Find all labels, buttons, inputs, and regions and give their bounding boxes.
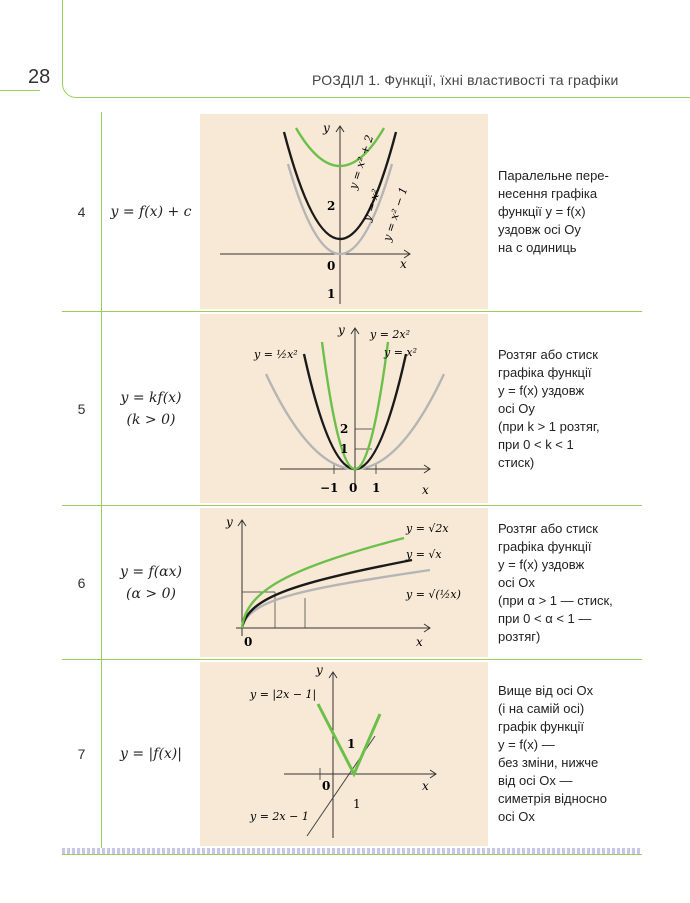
desc-line: без зміни, нижче [498, 755, 599, 770]
tick-label-2: 2 [340, 422, 349, 436]
desc-line: функції y = f(x) [498, 203, 586, 219]
desc-line: графіка функції [498, 364, 592, 380]
desc-line: стиск) [498, 454, 535, 470]
formula-text: y = f(αx) [120, 563, 182, 580]
x-axis-label: x [422, 779, 429, 793]
desc-line: Розтяг або стиск [498, 520, 598, 536]
curve-label-double: y = √2x [406, 522, 449, 535]
origin-label: 0 [327, 259, 336, 273]
x-tick-label-1: 1 [353, 797, 361, 811]
x-axis-label: x [416, 635, 423, 649]
desc-line: осі Ox [498, 574, 535, 590]
desc-line: (при k > 1 розтяг, [498, 418, 600, 434]
graph-stretch-y [200, 314, 488, 503]
desc-line: симетрія відносно [498, 791, 607, 806]
tick-label-1: 1 [327, 287, 336, 301]
row-graph [200, 314, 488, 503]
row-formula [102, 660, 200, 848]
row-description [498, 506, 648, 659]
origin-label: 0 [349, 481, 358, 495]
row-graph [200, 508, 488, 657]
curve-sqrt-half-x [242, 570, 430, 628]
y-axis-label: y [323, 121, 330, 135]
curve-label-double: y = 2x² [370, 328, 411, 341]
graph-stretch-x [200, 508, 488, 657]
x-axis-label: x [422, 483, 429, 497]
desc-line: Паралельне пере- [498, 167, 609, 183]
desc-line: при 0 < α < 1 — [498, 610, 592, 626]
row-description [498, 660, 648, 848]
curve-label-mid: y = x² [360, 187, 384, 223]
formula-text: y = |f(x)| [120, 746, 182, 762]
desc-line: осі Oy [498, 400, 535, 416]
x-tick-label-minus-1: −1 [320, 481, 339, 495]
graph-shift-up [200, 114, 488, 309]
row-description [498, 112, 648, 311]
row-number: 4 [62, 112, 102, 311]
origin-label: 0 [322, 779, 331, 793]
desc-line: y = f(x) — [498, 737, 555, 752]
desc-line: графіка функції [498, 538, 592, 554]
desc-line: осі Ox [498, 809, 535, 824]
bottom-rule-line [62, 854, 642, 855]
y-axis-label: y [316, 663, 323, 677]
row-graph [200, 114, 488, 309]
curve-sqrt-x [242, 560, 412, 628]
x-axis-label: x [400, 257, 407, 271]
desc-line: y = f(x) уздовж [498, 382, 585, 398]
row-number: 5 [62, 312, 102, 505]
origin-label: 0 [244, 635, 253, 649]
table-row [62, 112, 642, 312]
curve-label-top: y = x² + 2 [346, 133, 377, 191]
chapter-title: РОЗДІЛ 1. Функції, їхні властивості та графіки [312, 72, 619, 88]
formula-condition: (k > 0) [126, 411, 176, 428]
tick-label-1: 1 [347, 737, 356, 751]
y-axis-label: y [338, 323, 345, 337]
desc-line: y = f(x) уздовж [498, 556, 585, 572]
table-row [62, 660, 642, 848]
header-rule [0, 90, 40, 91]
curve-label-half: y = ½x² [254, 348, 298, 361]
row-formula [102, 312, 200, 505]
desc-line: Розтяг або стиск [498, 346, 598, 362]
curve-label-low: y = x² − 1 [380, 185, 411, 243]
desc-line: (при α > 1 — стиск, [498, 592, 613, 608]
curve-label-half: y = √(½x) [406, 588, 461, 601]
row-graph [200, 662, 488, 846]
desc-line: графік функції [498, 719, 584, 734]
desc-line: на c одиниць [498, 239, 577, 255]
table-row [62, 312, 642, 506]
page-number: 28 [28, 66, 51, 88]
curve-label-abs: y = |2x − 1| [250, 688, 317, 701]
row-number: 7 [62, 660, 102, 848]
curve-label-base: y = √x [406, 548, 442, 561]
desc-line: від осі Ox — [498, 773, 573, 788]
desc-line: Вище від осі Ox [498, 683, 594, 698]
curve-label-base: y = x² [384, 346, 418, 359]
x-tick-label-1: 1 [372, 481, 381, 495]
formula-text: y = f(x) + c [110, 203, 192, 220]
desc-line: при 0 < k < 1 [498, 436, 574, 452]
row-formula [102, 506, 200, 659]
y-axis-label: y [226, 515, 233, 529]
formula-condition: (α > 0) [126, 585, 176, 602]
tick-label-1: 1 [340, 442, 349, 456]
desc-line: несення графіка [498, 185, 598, 201]
curve-sqrt-2x [242, 538, 404, 628]
desc-line: уздовж осі Oy [498, 221, 581, 237]
formula-text: y = kf(x) [120, 389, 182, 406]
tick-label-2: 2 [327, 199, 336, 213]
row-formula [102, 112, 200, 311]
row-number: 6 [62, 506, 102, 659]
graph-absolute-value [200, 662, 488, 846]
desc-line: (і на самій осі) [498, 701, 585, 716]
curve-label-line: y = 2x − 1 [250, 810, 309, 823]
row-description [498, 312, 648, 505]
desc-line: розтяг) [498, 628, 541, 644]
table-row [62, 506, 642, 660]
